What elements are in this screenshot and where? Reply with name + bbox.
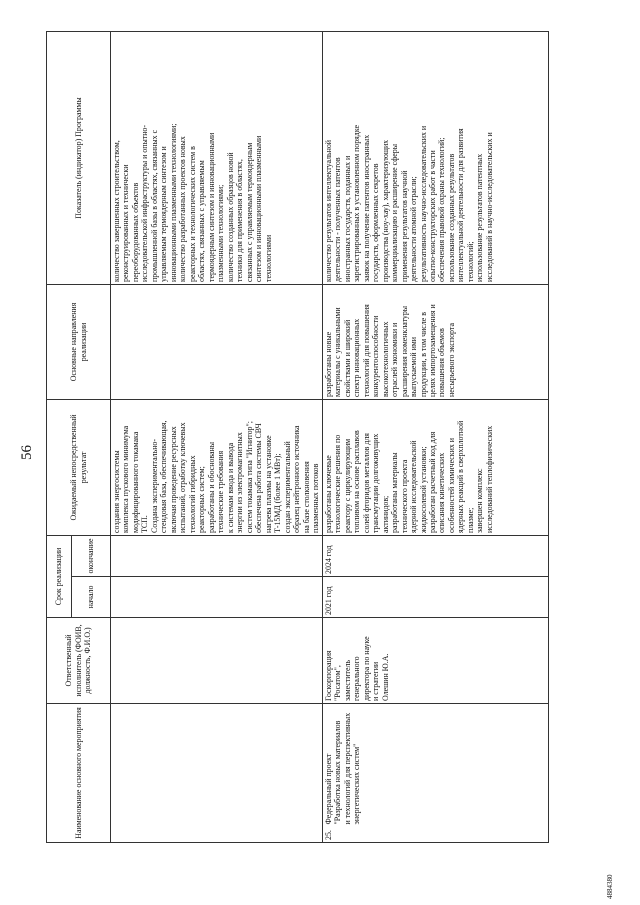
directions-cell (111, 284, 323, 399)
end-cell: 2024 год (322, 535, 548, 576)
row-number: 25. (322, 827, 548, 843)
header-name: Наименование основного мероприятия (47, 703, 111, 842)
indicator-cell: количество завершенных строительством, реконструированных и технически переоборудованных объектов исследовательской инфраструктуры и опытно- промышленной базы в областях, связанных с управляемым термоядерным синтезом и инновационными плазменными технологиями; количество разработанных проектов новых реакторных и технологических систем в областях, связанных с управляемым термоядерным синтезом и инновационными плазменными технологиями; количество созданных образцов новой техники для применения в областях, связанных с управляемым термоядерным синтезом и инновационными плазменными технологиями (111, 31, 323, 284)
directions-cell: разработаны новые материалы с уникальными свойствами и широкий спектр инновационных технологий для повышения конкурентоспособности высокотехнологичных отраслей экономики и расширения номенклатуры выпускаемой ими продукции, в том числе в целях импортозамещения и повышения объемов несырьевого экспорта (322, 284, 548, 399)
measure-name (111, 703, 323, 826)
indicator-cell: количество результатов интеллектуальной деятельности - полученных патентов иностранных государств, поданных и зарегистрированных в установленном порядке заявок на получение патентов иностранных государств, оформленных секретов производства (ноу-хау), характеризующих коммерциализацию и расширение сферы применения результатов научной деятельности атомной отрасли; результативность научно-исследовательских и опытно-конструкторских работ в части обеспечения правовой охраны технологий; использование созданных результатов интеллектуальной деятельности для развития технологий; использование результатов патентных исследований в научно-исследовательских и (322, 31, 548, 284)
row-number (111, 827, 323, 843)
result-cell: создания энергосистемы комплекса пускового минимума модифицированного токамака ТСП. Создана экспериментально- стендовая база, обеспечивающая, включая проведение ресурсных испытаний, отработку ключевых технологий гибридных реакторных систем; разработаны и обоснованы технические требования к системам ввода и вывода энергии из электромагнитных систем токамака типа "Игнитор"; обеспечена работа системы СВЧ нагрева плазмы на установке Т-15МД (более 1 МВт); создан экспериментальный образец нейтронного источника на базе столкновения плазменных потоков (111, 399, 323, 535)
header-start: начало (72, 576, 111, 617)
measure-name: Федеральный проект "Разработка новых материалов и технологий для перспективных энергетических систем" (322, 703, 548, 826)
start-cell: 2021 год (322, 576, 548, 617)
header-period: Срок реализации (47, 535, 72, 617)
header-end: окончание (72, 535, 111, 576)
document-id: 4884380 (606, 874, 614, 899)
header-responsible: Ответственный исполнитель (ФОИВ, должность, Ф.И.О.) (47, 617, 111, 703)
result-cell: разработаны ключевые технологические решения по реактору с циркулирующим топливом на основе расплавов солей фторидов металлов для трансмутации долгоживущих актинидов; разработаны материалы технического проекта ядерной исследовательской жидкосолевой установки; разработан расчетный код для описания кинетических особенностей химических и ядерных реакций в сверхплотной плазме; завершен комплекс исследований теплофизических (322, 399, 548, 535)
measures-table (46, 31, 549, 843)
header-indicator: Показатель (индикатор) Программы (47, 31, 111, 284)
responsible-cell: Госкорпорация "Росатом", заместитель генерального директора по науке и стратегии Олешин Ю.А. (322, 617, 548, 703)
responsible-cell (111, 617, 323, 703)
table-row (322, 31, 548, 842)
end-cell (111, 535, 323, 576)
header-result: Ожидаемый непосредственный результат (47, 399, 111, 535)
table-row (111, 31, 323, 842)
start-cell (111, 576, 323, 617)
page-number: 56 (19, 445, 35, 460)
header-directions: Основные направления реализации (47, 284, 111, 399)
